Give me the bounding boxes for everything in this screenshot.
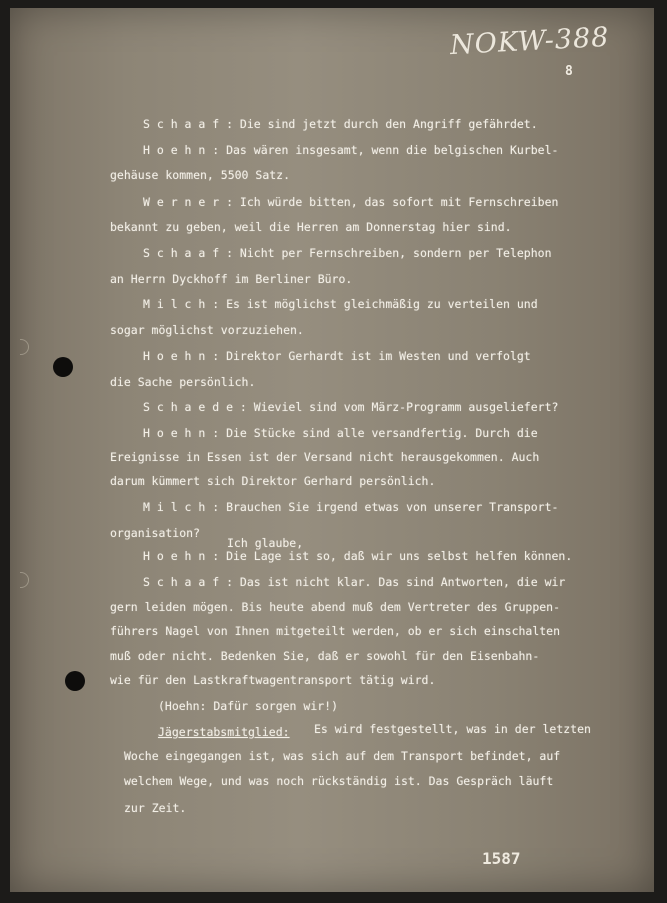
text-line: S c h a e d e : Wieviel sind vom März-Programm ausgeliefert? <box>143 400 559 414</box>
text-line-insertion: Ich glaube, <box>227 536 304 550</box>
text-line: H o e h n : Direktor Gerhardt ist im Westen und verfolgt <box>143 349 531 363</box>
punch-hole-bottom <box>65 671 85 691</box>
text-line: H o e h n : Die Stücke sind alle versandfertig. Durch die <box>143 426 538 440</box>
text-line: muß oder nicht. Bedenken Sie, daß er sowohl für den Eisenbahn- <box>110 649 540 663</box>
text-line: gern leiden mögen. Bis heute abend muß dem Vertreter des Gruppen- <box>110 600 561 614</box>
text-line: führers Nagel von Ihnen mitgeteilt werden, ob er sich einschalten <box>110 624 561 638</box>
text-line: W e r n e r : Ich würde bitten, das sofort mit Fernschreiben <box>143 195 559 209</box>
text-line: M i l c h : Brauchen Sie irgend etwas von unserer Transport- <box>143 500 559 514</box>
text-line: Ereignisse in Essen ist der Versand nicht herausgekommen. Auch <box>110 450 540 464</box>
text-line: zur Zeit. <box>124 801 187 815</box>
text-line: H o e h n : Das wären insgesamt, wenn die belgischen Kurbel- <box>143 143 559 157</box>
document-reference-number: NOKW-388 <box>449 21 611 62</box>
text-line: welchem Wege, und was noch rückständig ist. Das Gespräch läuft <box>124 774 554 788</box>
punch-hole-top <box>53 357 73 377</box>
text-line: gehäuse kommen, 5500 Satz. <box>110 168 291 182</box>
archive-page-number: 1587 <box>482 849 521 868</box>
text-line: S c h a a f : Das ist nicht klar. Das sind Antworten, die wir <box>143 575 566 589</box>
page-number: 8 <box>565 64 573 79</box>
text-line: S c h a a f : Nicht per Fernschreiben, sondern per Telephon <box>143 246 552 260</box>
text-line: darum kümmert sich Direktor Gerhard persönlich. <box>110 474 436 488</box>
text-line: S c h a a f : Die sind jetzt durch den Angriff gefährdet. <box>143 117 538 131</box>
text-line: (Hoehn: Dafür sorgen wir!) <box>158 699 339 713</box>
text-line: organisation? <box>110 526 201 540</box>
text-line: an Herrn Dyckhoff im Berliner Büro. <box>110 272 353 286</box>
text-line: sogar möglichst vorzuziehen. <box>110 323 304 337</box>
text-line: Woche eingegangen ist, was sich auf dem Transport befindet, auf <box>124 749 561 763</box>
text-line: Es wird festgestellt, was in der letzten <box>314 722 591 736</box>
text-line: die Sache persönlich. <box>110 375 256 389</box>
speaker-label: Jägerstabsmitglied: <box>158 725 290 739</box>
text-line: bekannt zu geben, weil die Herren am Donnerstag hier sind. <box>110 220 512 234</box>
text-line: M i l c h : Es ist möglichst gleichmäßig zu verteilen und <box>143 297 538 311</box>
text-line: H o e h n : Die Lage ist so, daß wir uns selbst helfen können. <box>143 549 573 563</box>
text-line: wie für den Lastkraftwagentransport tätig wird. <box>110 673 436 687</box>
